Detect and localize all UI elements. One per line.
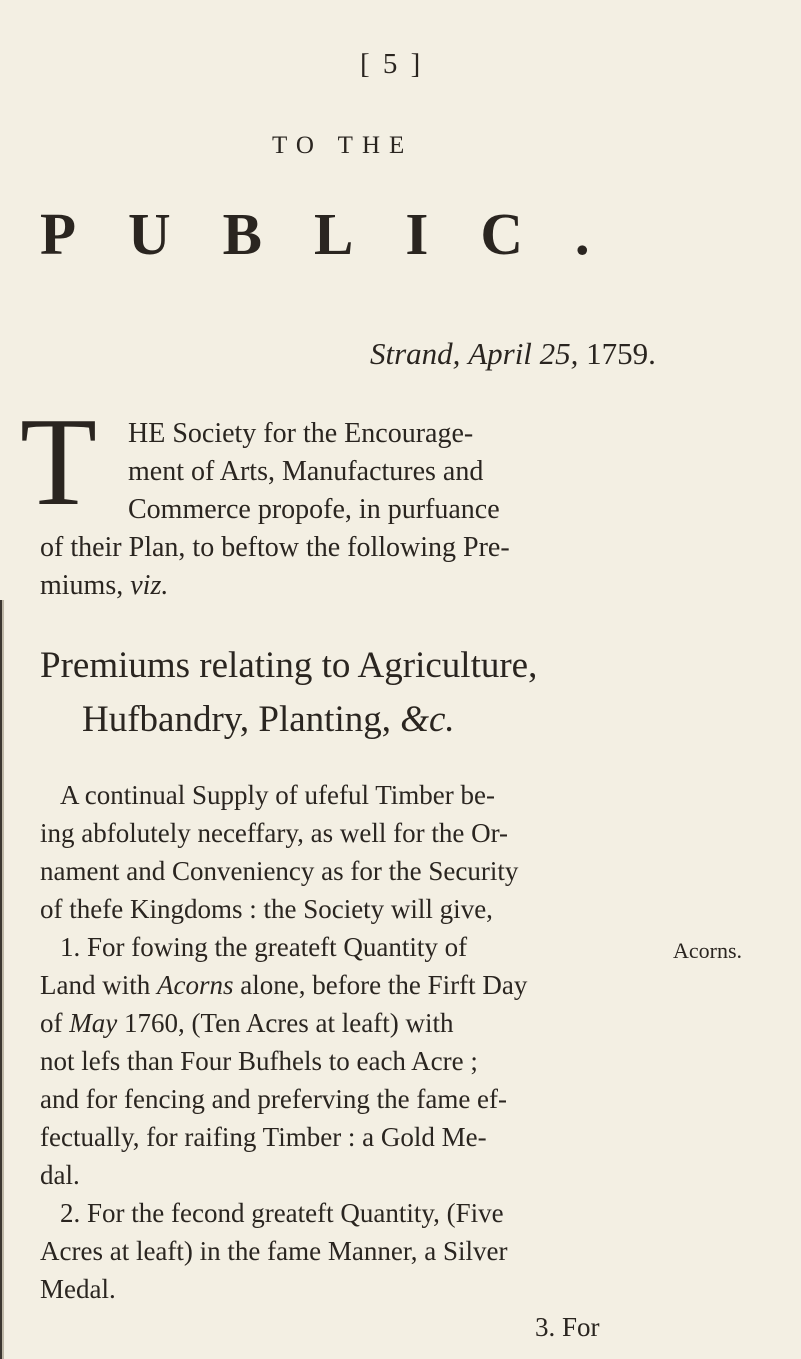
body-line-6-acorns: Acorns (156, 970, 234, 1000)
intro-line-5 (40, 570, 168, 602)
body-line-3: nament and Conveniency as for the Security (40, 856, 519, 886)
section-heading-etc: &c. (400, 699, 455, 740)
public-heading: PUBLIC. (40, 201, 642, 267)
intro-line-4: of their Plan, to beftow the following Pre- (40, 532, 510, 563)
dateline-place: Strand, (370, 336, 461, 371)
intro-viz: viz. (130, 570, 169, 601)
margin-note: Acorns. (673, 938, 743, 963)
body-line-7-end: 1760, (Ten Acres at leaft) with (123, 1008, 454, 1038)
section-heading-text: Hufbandry, Planting, (82, 699, 391, 740)
intro-line-3: Commerce propofe, in purfuance (128, 494, 500, 525)
body-line-7 (40, 1008, 453, 1039)
body-line-1: A continual Supply of ufeful Timber be- (60, 780, 495, 810)
body-line-14: Medal. (40, 1274, 116, 1304)
page-number: [ 5 ] (360, 48, 424, 80)
body-line-6 (40, 970, 527, 1001)
dateline (370, 336, 656, 372)
body-line-9: and for fencing and preferving the fame ef- (40, 1084, 508, 1114)
intro-line-2: ment of Arts, Manufactures and (128, 456, 484, 487)
body-line-4: of thefe Kingdoms : the Society will give, (40, 894, 493, 924)
dateline-date: April 25, (468, 336, 579, 371)
page-gutter-shadow (0, 600, 8, 1359)
intro-line-1: HE Society for the Encourage- (128, 418, 474, 449)
body-line-13: Acres at leaft) in the fame Manner, a Silver (40, 1236, 508, 1266)
body-line-2: ing abfolutely neceffary, as well for the Or- (40, 818, 509, 848)
body-line-11: dal. (40, 1160, 80, 1190)
drop-cap: T (20, 393, 97, 532)
body-line-8: not lefs than Four Bufhels to each Acre ; (40, 1046, 478, 1076)
to-the-heading: TO THE (272, 132, 414, 159)
body-line-7-start: of (40, 1008, 63, 1038)
body-line-6-end: alone, before the Firft Day (240, 970, 528, 1000)
intro-miums: miums, (40, 570, 124, 601)
section-heading-line-2 (82, 698, 455, 741)
body-line-5: 1. For fowing the greateft Quantity of (60, 932, 468, 962)
body-line-7-may: May (69, 1008, 118, 1038)
catchword: 3. For (535, 1312, 600, 1342)
body-line-10: fectually, for raifing Timber : a Gold Me- (40, 1122, 487, 1152)
body-line-12: 2. For the fecond greateft Quantity, (Five (60, 1198, 504, 1228)
section-heading-line-1: Premiums relating to Agriculture, (40, 645, 538, 686)
body-line-6-start: Land with (40, 970, 151, 1000)
dateline-year: 1759. (586, 336, 656, 371)
